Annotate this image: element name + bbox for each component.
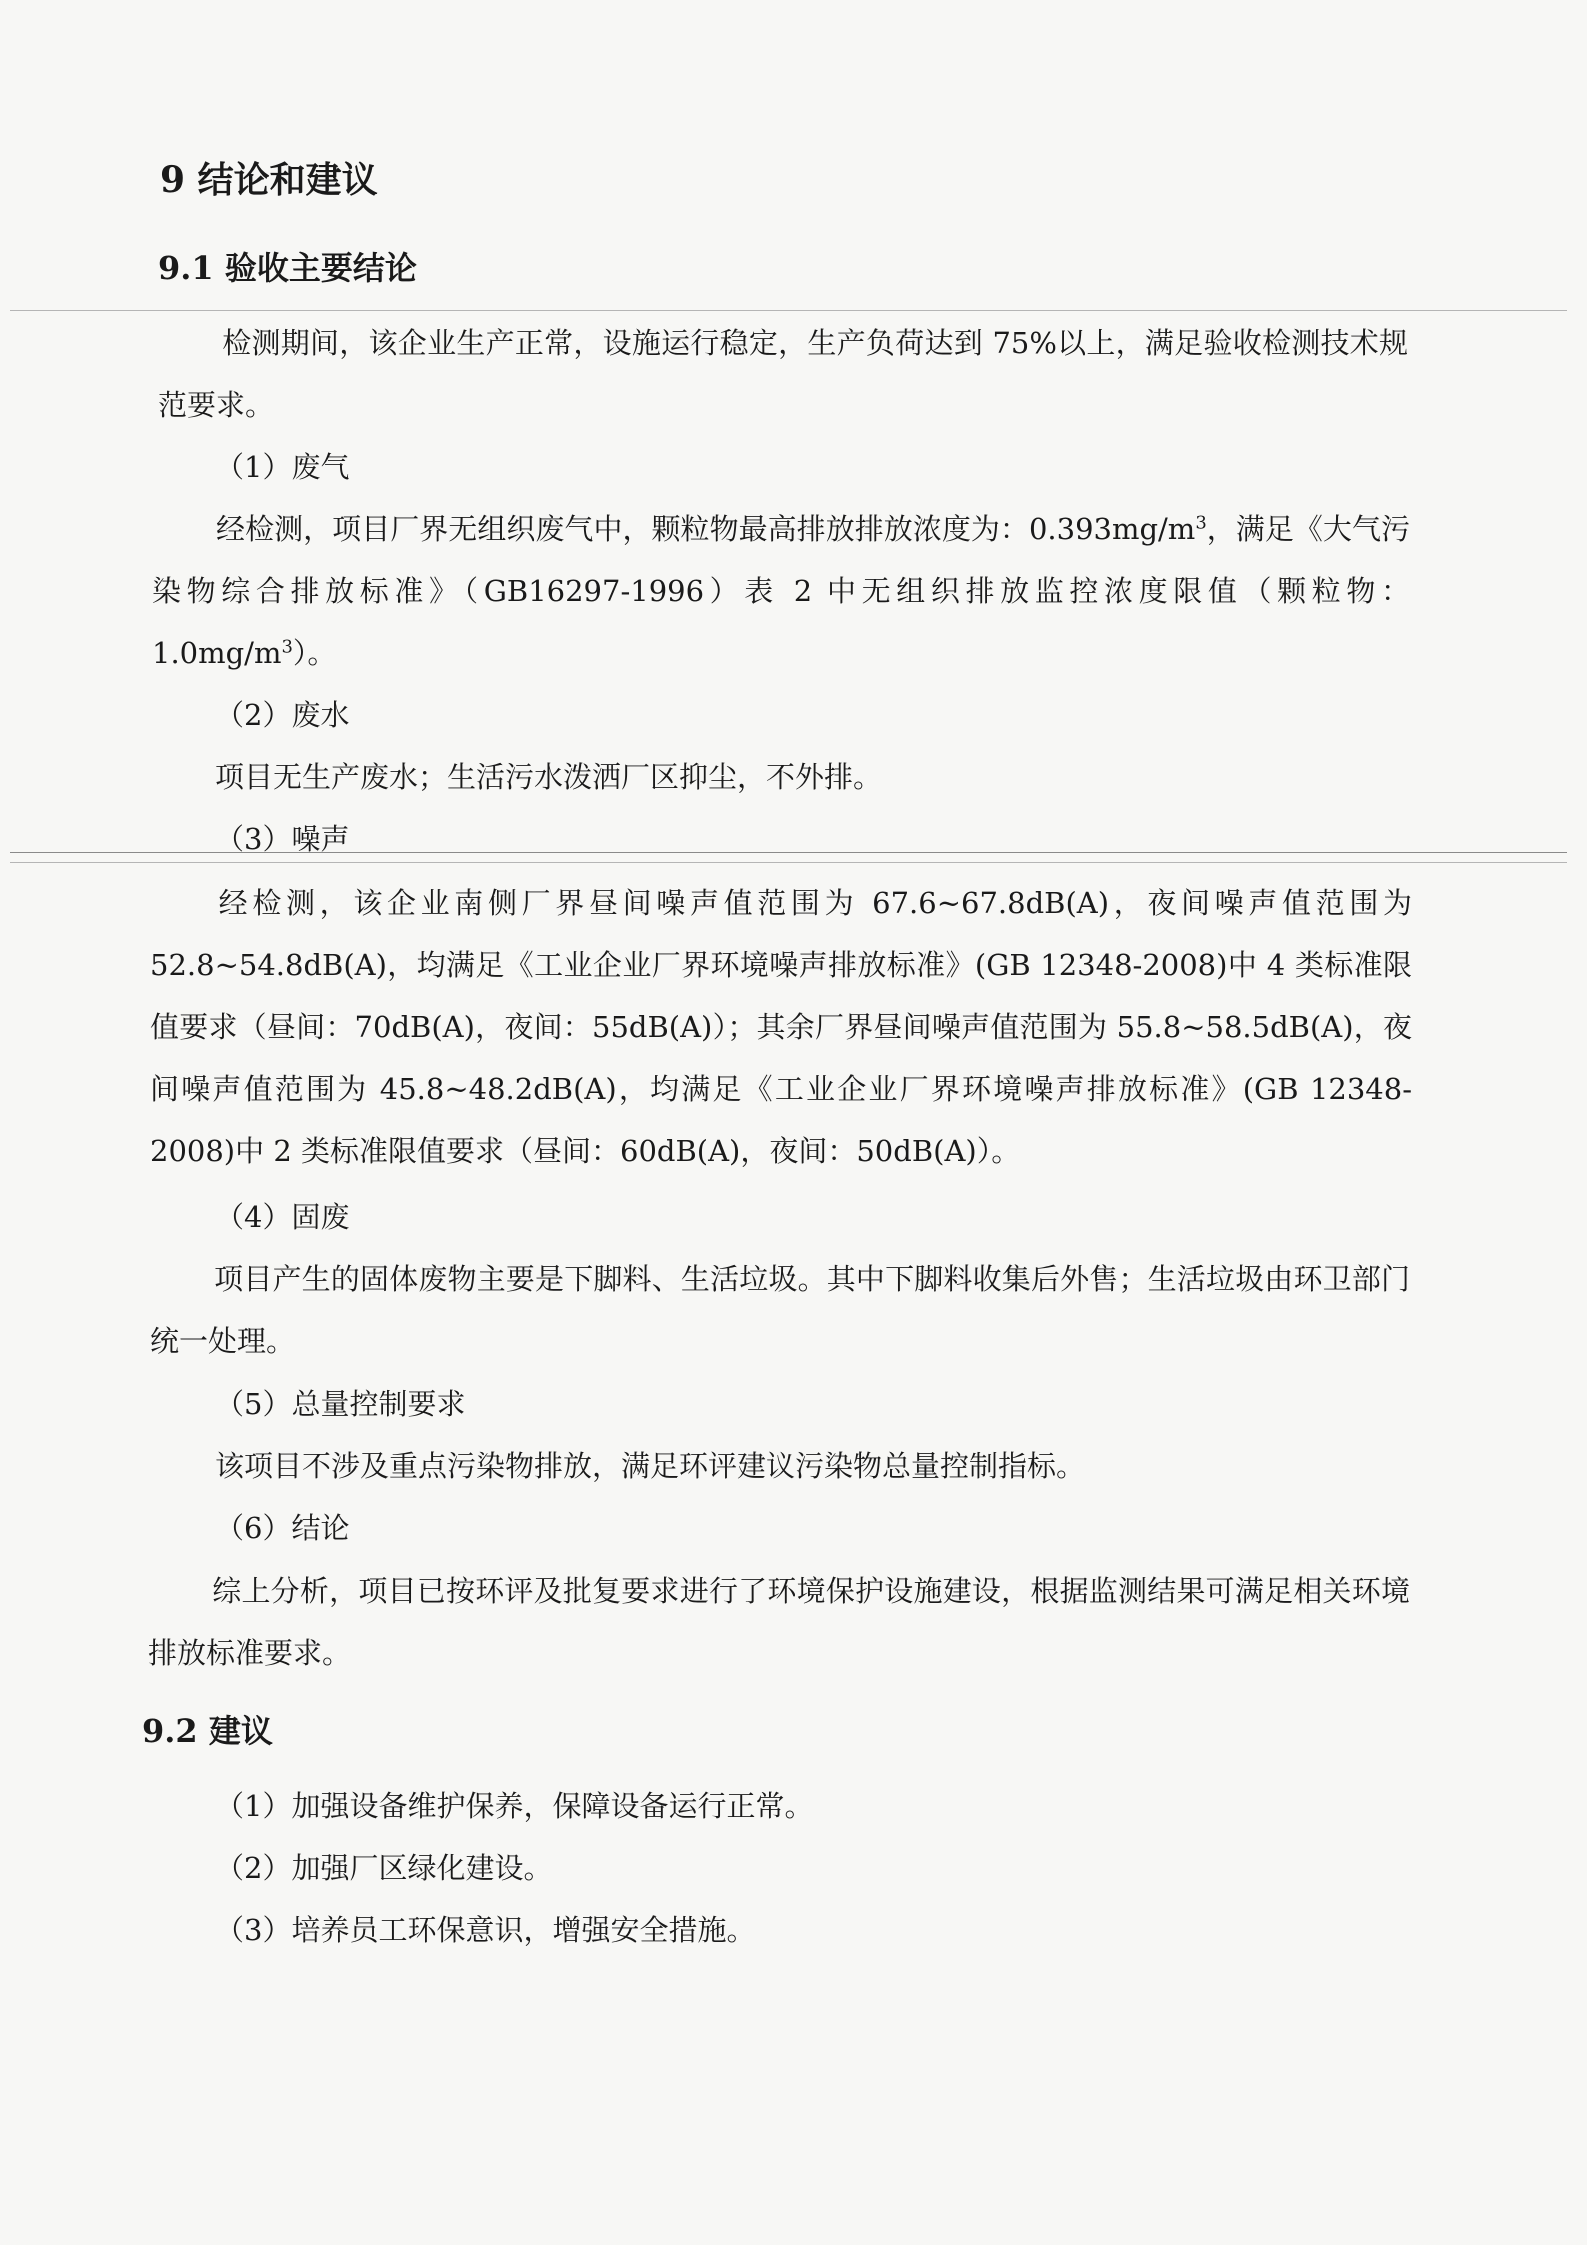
suggestion-item: （3）培养员工环保意识，增强安全措施。 (215, 1913, 756, 1947)
noise-paragraph: 经检测，该企业南侧厂界昼间噪声值范围为 67.6~67.8dB(A)，夜间噪声值范围为 52.8~54.8dB(A)，均满足《工业企业厂界环境噪声排放标准》(GB 12348-2008)中 4 类标准限值要求（昼间：70dB(A)，夜间：55dB(A)）；其余厂界昼间噪声值范围为 55.8~58.5dB(A)，夜间噪声值范围为 45.8~48.2dB(A)，均满足《工业企业厂界环境噪声排放标准》(GB 12348-2008)中 2 类标准限值要求（昼间：60dB(A)，夜间：50dB(A)）。 (150, 886, 1412, 1168)
total-control-paragraph: 该项目不涉及重点污染物排放，满足环评建议污染物总量控制指标。 (215, 1449, 1086, 1483)
scan-artifact-line (10, 310, 1567, 311)
waste-water-paragraph: 项目无生产废水；生活污水泼洒厂区抑尘，不外排。 (215, 760, 883, 794)
intro-paragraph: 检测期间，该企业生产正常，设施运行稳定，生产负荷达到 75%以上，满足验收检测技术规范要求。 (158, 326, 1408, 422)
total-control-title: （5）总量控制要求 (215, 1387, 466, 1421)
suggestion-item: （2）加强厂区绿化建设。 (215, 1851, 553, 1885)
suggestion-item: （1）加强设备维护保养，保障设备运行正常。 (215, 1789, 814, 1823)
superscript: 3 (1195, 512, 1207, 534)
conclusion-paragraph: 综上分析，项目已按环评及批复要求进行了环境保护设施建设，根据监测结果可满足相关环境排放标准要求。 (148, 1574, 1410, 1670)
conclusion-title: （6）结论 (215, 1511, 350, 1545)
waste-water-title: （2）废水 (215, 698, 350, 732)
solid-waste-paragraph: 项目产生的固体废物主要是下脚料、生活垃圾。其中下脚料收集后外售；生活垃圾由环卫部门统一处理。 (150, 1262, 1410, 1358)
chapter-heading: 9 结论和建议 (160, 159, 378, 201)
solid-waste-title: （4）固废 (215, 1200, 350, 1234)
waste-gas-paragraph: 经检测，项目厂界无组织废气中，颗粒物最高排放排放浓度为：$0.393mg/m^3$，满足《大气污染物综合排放标准》（GB16297-1996）表 2 中无组织排放监控浓度限值（颗粒物：$1.0mg/m^3$）。 (152, 512, 1410, 670)
superscript: 3 (281, 636, 293, 658)
section-heading-9-1: 9.1 验收主要结论 (158, 249, 417, 287)
waste-gas-title: （1）废气 (215, 450, 350, 484)
section-heading-9-2: 9.2 建议 (142, 1712, 273, 1750)
noise-title: （3）噪声 (215, 822, 350, 856)
